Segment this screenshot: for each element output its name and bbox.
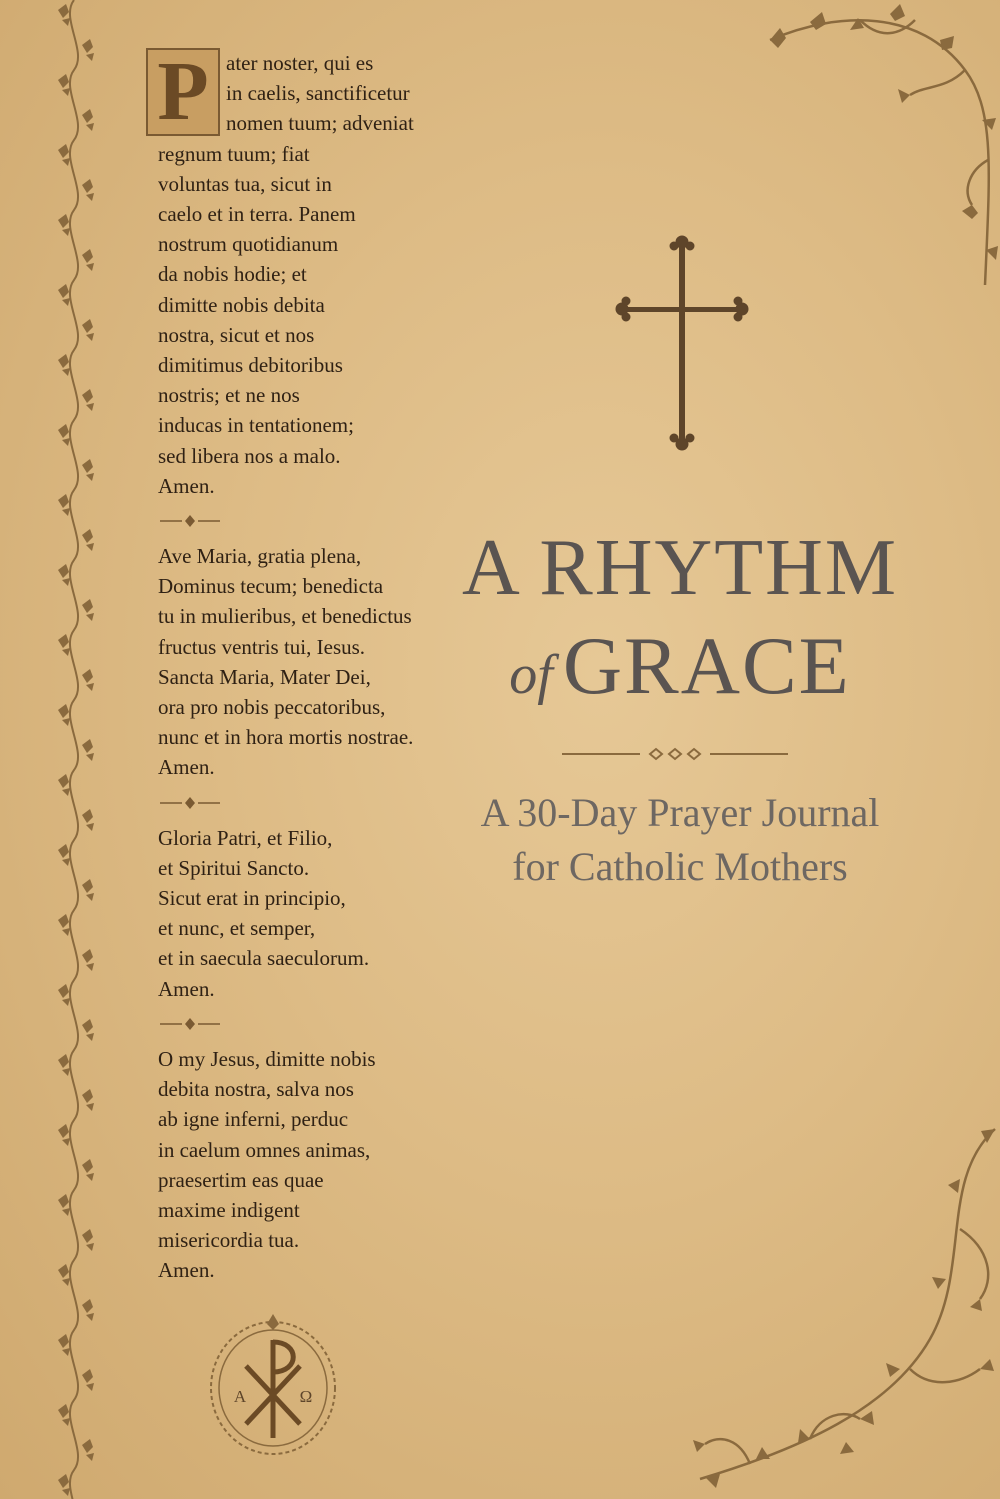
pater-noster-text: ater noster, qui es in caelis, sanctificetur nomen tuum; adveniat regnum tuum; fiat voluntas tua, sicut in caelo et in terra. Panem nostrum quotidianum da nobis hodie; et dimitte nobis debita nostra, sicut et nos dimitimus debitoribus nostris; et ne nos inducas in tentationem; sed libera nos a malo. Amen. (158, 51, 414, 498)
title-of: of (509, 644, 553, 706)
prayers-column (157, 45, 468, 1286)
book-title (440, 520, 920, 737)
vine-border-icon (46, 0, 102, 1499)
title-line-grace (440, 618, 920, 737)
fatima-prayer-text: O my Jesus, dimitte nobis debita nostra, salva nos ab igne inferni, perduc in caelum omnes animas, praesertim eas quae maxime indigent misericordia tua. Amen. (158, 1046, 376, 1283)
book-subtitle: A 30-Day Prayer Journal for Catholic Mothers (480, 790, 880, 889)
ave-maria-text: Ave Maria, gratia plena, Dominus tecum; benedicta tu in mulieribus, et benedictus fructus ventris tui, Iesus. Sancta Maria, Mater Dei, ora pro nobis peccatoribus, nunc et in hora mortis nostrae. Amen. (158, 544, 414, 780)
pater-noster (157, 45, 468, 501)
chi-rho-icon (202, 1310, 344, 1460)
dropcap-icon (146, 45, 220, 138)
ornament-separator-icon (158, 1016, 222, 1032)
omega-symbol: Ω (299, 1387, 313, 1406)
gloria-patri-text: Gloria Patri, et Filio, et Spiritui Sancto. Sicut erat in principio, et nunc, et semper, et in saecula saeculorum. Amen. (158, 825, 370, 1001)
title-grace: GRACE (562, 620, 851, 711)
corner-vine-top-icon (750, 0, 1000, 290)
ornament-separator-icon (158, 795, 222, 811)
alpha-symbol: A (233, 1387, 247, 1406)
dropcap-letter: P (157, 45, 209, 138)
title-line-rhythm: A RHYTHM (461, 524, 899, 612)
title-ornament-rule-icon (560, 744, 790, 764)
corner-vine-bottom-icon (660, 1119, 1000, 1499)
ornament-separator-icon (158, 513, 222, 529)
cross-icon (612, 232, 752, 454)
